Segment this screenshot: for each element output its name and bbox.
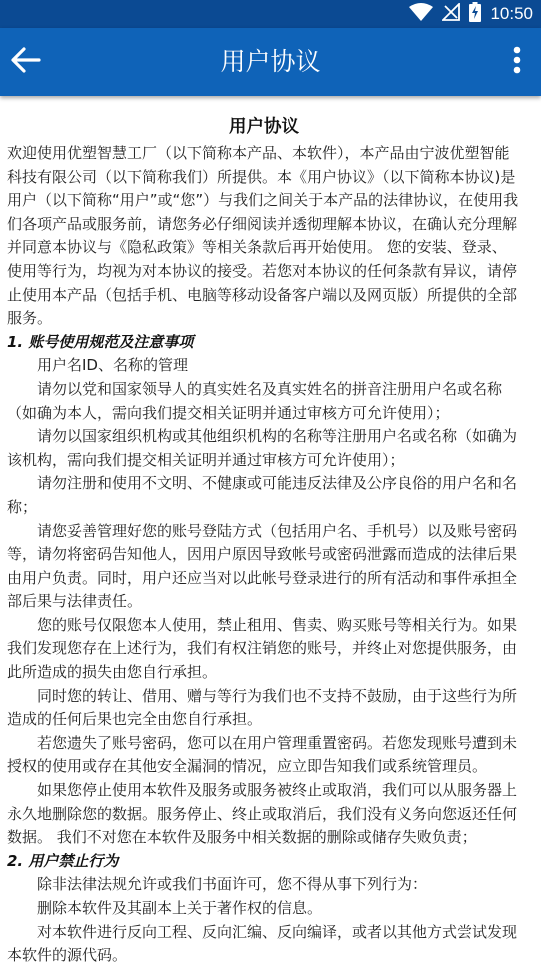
section-1-paragraph: 请您妥善管理好您的账号登陆方式（包括用户名、手机号）以及账号密码等，请勿将密码告知他人，因用户原因导致帐号或密码泄露而造成的法律后果由用户负责。同时，用户还应当对以此帐号登录进行的所有活动和事件承担全部后果与法律责任。 — [7, 521, 518, 611]
section-2-paragraph: 对本软件进行反向工程、反向汇编、反向编译，或者以其他方式尝试发现本软件的源代码。 — [7, 922, 518, 965]
no-signal-icon — [442, 3, 460, 25]
app-bar — [0, 28, 541, 96]
status-time: 10:50 — [490, 4, 533, 23]
section-1-paragraph: 用户名ID、名称的管理 — [37, 356, 188, 375]
section-1-paragraph: 您的账号仅限您本人使用，禁止租用、售卖、购买账号等相关行为。如果我们发现您存在上述行为，我们有权注销您的账号，并终止对您提供服务，由此所造成的损失由您自行承担。 — [7, 615, 518, 682]
page-title: 用户协议 — [220, 47, 321, 76]
section-1-paragraph: 若您遗失了账号密码，您可以在用户管理重置密码。若您发现账号遭到未授权的使用或存在其他安全漏洞的情况，应立即告知我们或系统管理员。 — [7, 733, 518, 776]
section-1-paragraph: 请勿以国家组织机构或其他组织机构的名称等注册用户名或名称（如确为该机构，需向我们提交相关证明并通过审核方可允许使用）； — [7, 427, 518, 469]
section-1-paragraph: 请勿注册和使用不文明、不健康或可能违反法律及公序良俗的用户名和名称； — [7, 474, 518, 516]
status-bar — [0, 0, 541, 28]
section-2-heading: 2. 用户禁止行为 — [7, 851, 119, 870]
status-icons — [409, 4, 533, 24]
section-1-paragraph: 同时您的转让、借用、赠与等行为我们也不支持不鼓励，由于这些行为所造成的任何后果也完全由您自行承担。 — [7, 686, 518, 729]
battery-charging-icon — [469, 2, 481, 26]
section-1-heading: 1. 账号使用规范及注意事项 — [7, 332, 194, 351]
section-1-paragraph: 如果您停止使用本软件及服务或服务被终止或取消，我们可以从服务器上永久地删除您的数据。服务停止、终止或取消后，我们没有义务向您返还任何数据。 我们不对您在本软件及服务中相关数据的删除或储存失败负责； — [7, 781, 518, 847]
more-vert-icon — [513, 46, 521, 78]
section-2-paragraph: 删除本软件及其副本上关于著作权的信息。 — [37, 899, 323, 917]
wifi-icon — [409, 3, 433, 25]
intro-paragraph: 欢迎使用优塑智慧工厂（以下简称本产品、本软件），本产品由宁波优塑智能科技有限公司（以下简称我们）所提供。本《用户协议》（以下简称本协议)是用户（以下简称“用户”或“您”）与我们之间关于本产品的法律协议，在使用我们各项产品或服务前，请您务必仔细阅读并透彻理解本协议，在确认充分理解并同意本协议与《隐私政策》等相关条款后再开始使用。 您的安装、登录、使用等行为，均视为对本协议的接受。若您对本协议的任何条款有异议，请停止使用本产品（包括手机、电脑等移动设备客户端以及网页版）所提供的全部服务。 — [7, 144, 519, 328]
agreement-document — [0, 96, 541, 968]
more-options-button[interactable] — [503, 42, 531, 82]
section-1-paragraph: 请勿以党和国家领导人的真实姓名及真实姓名的拼音注册用户名或名称（如确为本人，需向我们提交相关证明并通过审核方可允许使用）； — [7, 379, 503, 422]
document-title: 用户协议 — [229, 117, 299, 137]
agreement-scroll-area[interactable] — [0, 96, 541, 980]
section-2-paragraph: 除非法律法规允许或我们书面许可，您不得从事下列行为： — [37, 875, 428, 894]
